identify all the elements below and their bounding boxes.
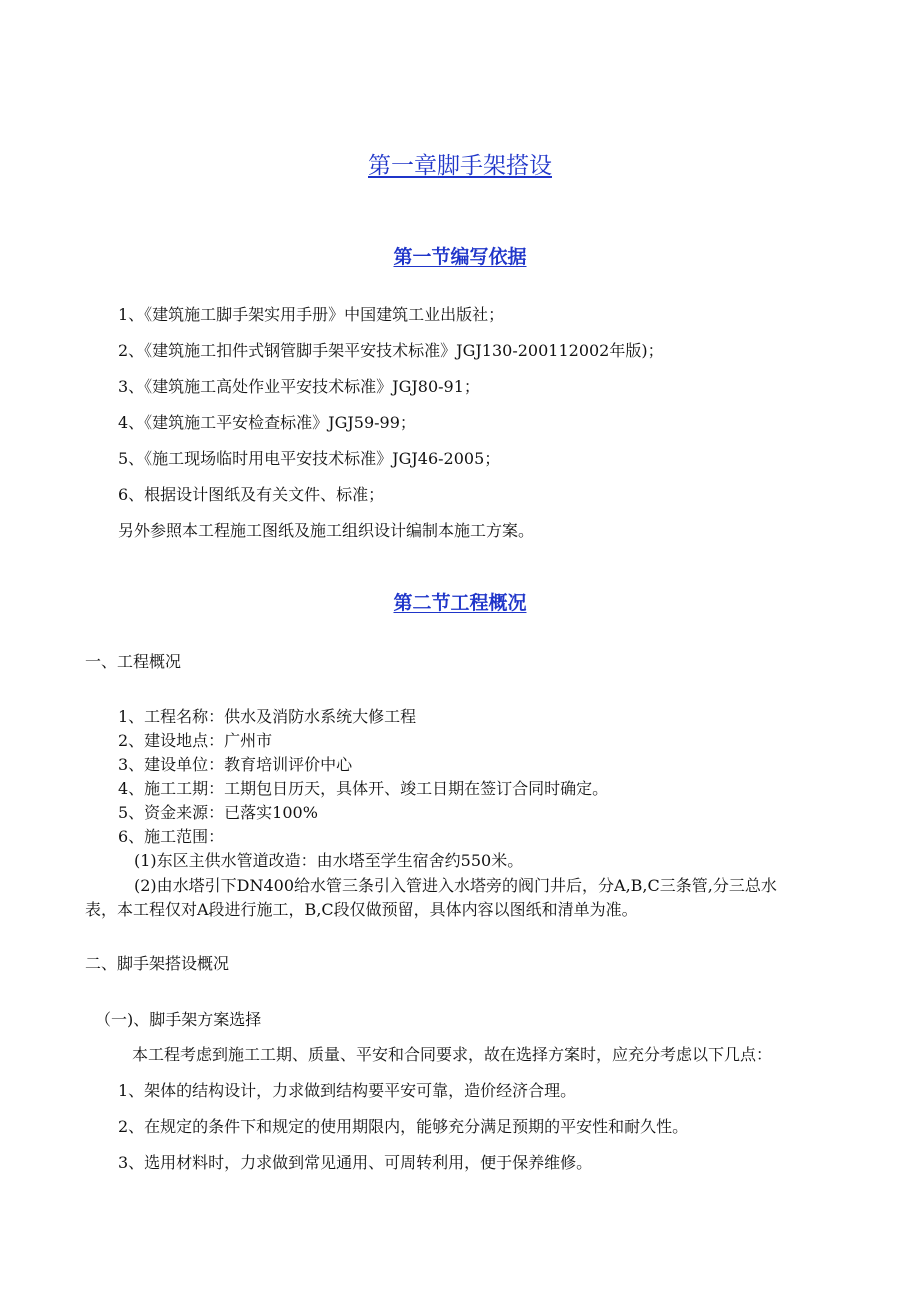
section-2-title: 第二节工程概况 <box>393 592 527 614</box>
overview-item-2: 2、建设地点：广州市 <box>118 731 273 750</box>
reference-item-4: 4、《建筑施工平安检查标准》JGJ59-99； <box>118 413 416 432</box>
overview-item-3: 3、建设单位：教育培训评价中心 <box>118 755 353 774</box>
reference-item-1: 1、《建筑施工脚手架实用手册》中国建筑工业出版社； <box>118 305 505 324</box>
selection-point-3: 3、选用材料时，力求做到常见通用、可周转利用，便于保养维修。 <box>118 1153 593 1172</box>
section-1-title: 第一节编写依据 <box>393 246 527 268</box>
part-1-heading: 一、工程概况 <box>85 652 182 671</box>
chapter-title: 第一章脚手架搭设 <box>368 153 552 179</box>
overview-item-4: 4、施工工期：工期包日历天，具体开、竣工日期在签订合同时确定。 <box>118 779 609 798</box>
reference-item-2: 2、《建筑施工扣件式钢管脚手架平安技术标准》JGJ130-200112002年版)； <box>118 341 664 360</box>
reference-item-5: 5、《施工现场临时用电平安技术标准》JGJ46-2005； <box>118 449 501 468</box>
reference-item-3: 3、《建筑施工高处作业平安技术标准》JGJ80-91； <box>118 377 480 396</box>
scope-item-1: (1)东区主供水管道改造：由水塔至学生宿舍约550米。 <box>134 851 524 870</box>
selection-point-2: 2、在规定的条件下和规定的使用期限内，能够充分满足预期的平安性和耐久性。 <box>118 1117 689 1136</box>
selection-intro: 本工程考虑到施工工期、质量、平安和合同要求，故在选择方案时，应充分考虑以下几点： <box>132 1045 773 1064</box>
scope-item-2-line-2: 表，本工程仅对A段进行施工，B,C段仅做预留，具体内容以图纸和清单为准。 <box>85 900 638 919</box>
overview-item-5: 5、资金来源：已落实100% <box>118 803 318 822</box>
overview-item-1: 1、工程名称：供水及消防水系统大修工程 <box>118 707 417 726</box>
reference-item-6: 6、根据设计图纸及有关文件、标准； <box>118 485 385 504</box>
selection-point-1: 1、架体的结构设计，力求做到结构要平安可靠，造价经济合理。 <box>118 1081 577 1100</box>
scope-item-2-line-1: (2)由水塔引下DN400给水管三条引入管进入水塔旁的阀门井后，分A,B,C三条管,分三总水 <box>134 876 777 895</box>
reference-note: 另外参照本工程施工图纸及施工组织设计编制本施工方案。 <box>118 521 535 540</box>
subsection-1-heading: （一)、脚手架方案选择 <box>95 1010 262 1029</box>
part-2-heading: 二、脚手架搭设概况 <box>85 954 230 973</box>
overview-item-6: 6、施工范围： <box>118 827 225 846</box>
